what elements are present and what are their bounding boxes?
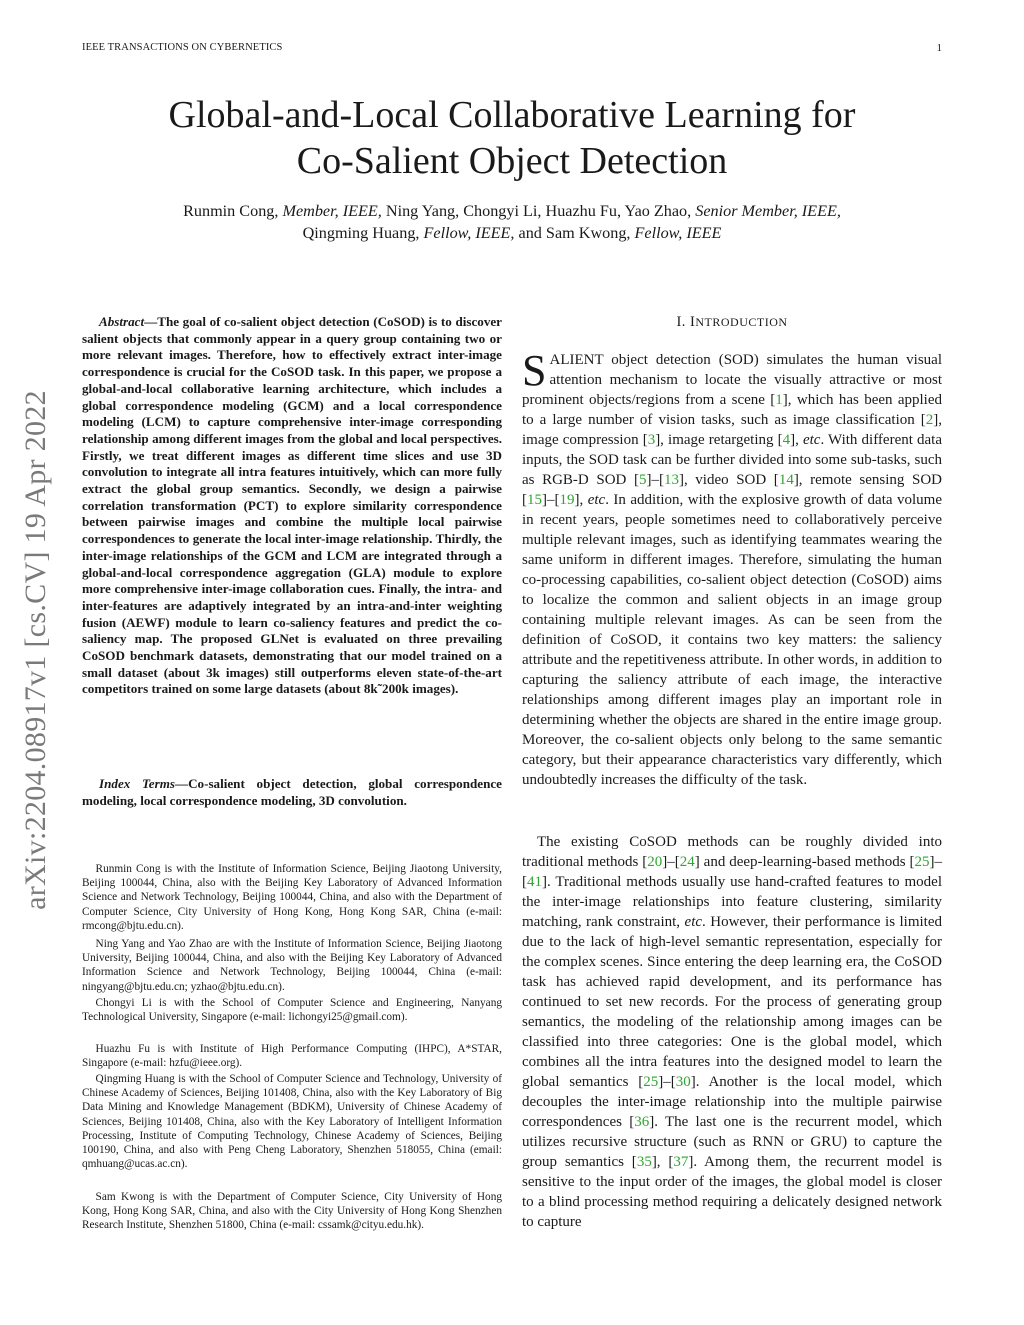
footnote-fu: Huazhu Fu is with Institute of High Performance Computing (IHPC), A*STAR, Singapore (e-mail: hzfu@ieee.org). — [82, 1043, 502, 1070]
citation-link[interactable]: 19 — [559, 492, 575, 508]
citation-link[interactable]: 1 — [775, 392, 783, 408]
citation-link[interactable]: 24 — [679, 854, 695, 870]
citation-link[interactable]: 41 — [527, 874, 542, 890]
citation-link[interactable]: 30 — [675, 1074, 691, 1090]
footnote-li: Chongyi Li is with the School of Computer Science and Engineering, Nanyang Technological University, Singapore (e-mail: lichongyi25@gmail.com). — [82, 997, 502, 1024]
index-terms-text: —Co-salient object detection, global correspondence modeling, local correspondence modeling, 3D convolution. — [82, 776, 502, 808]
section-heading: I. INTRODUCTION — [676, 314, 788, 330]
footnote-huang: Qingming Huang is with the School of Computer Science and Technology, University of Chinese Academy of Sciences, Beijing 101408, China, also with the Key Laboratory of Big Data Mining and Knowledge Management (BDKM), University of Chinese Academy of Sciences, Beijing 101408, China, also with the Key Laboratory of Intelligent Information Processing, Institute of Computing Technology, Chinese Academy of Sciences, Beijing 100190, China, and also with Peng Cheng Laboratory, Shenzhen 518055, China (email: qmhuang@ucas.ac.cn). — [82, 1073, 502, 1171]
citation-link[interactable]: 25 — [643, 1074, 659, 1090]
index-terms — [82, 776, 502, 809]
arxiv-stamp-text: arXiv:2204.08917v1 [cs.CV] 19 Apr 2022 — [19, 390, 52, 910]
footnote-kwong: Sam Kwong is with the Department of Computer Science, City University of Hong Kong, Hong Kong SAR, China, and also with the City University of Hong Kong Shenzhen Research Institute, Shenzhen 51800, China (e-mail: cssamk@cityu.edu.hk). — [82, 1191, 502, 1232]
running-header: IEEE TRANSACTIONS ON CYBERNETICS — [82, 42, 283, 53]
page-number: 1 — [936, 42, 942, 54]
intro-paragraph-1: SALIENT object detection (SOD) simulates the human visual attention mechanism to locate the visually attractive or most prominent objects/regions from a scene [1], which has been applied to a large number of vision tasks, such as image classification [2], image compression [3], image retargeting [4], etc. With different data inputs, the SOD task can be further divided into some sub-tasks, such as RGB-D SOD [5]–[13], video SOD [14], remote sensing SOD [15]–[19], etc. In addition, with the explosive growth of data volume in recent years, people sometimes need to collaboratively perceive multiple relevant images, such as identifying teammates wearing the same uniform in different images. Therefore, simulating the human co-processing capabilities, co-salient object detection (CoSOD) aims to localize the common and salient objects in an image group containing multiple relevant images. As can be seen from the definition of CoSOD, it contains two key matters: the saliency attribute and the repetitiveness attribute. In other words, in addition to capturing the saliency attribute of each image, the interactive relationships among different images play an important role in determining whether the objects are shared in the entire image group. Moreover, the co-salient objects only belong to the same semantic category, but their appearance characteristics vary differently, which undoubtedly increases the difficulty of the task. — [522, 346, 942, 788]
citation-link[interactable]: 37 — [673, 1154, 689, 1170]
citation-link[interactable]: 15 — [527, 492, 542, 508]
footnote-cong: Runmin Cong is with the Institute of Information Science, Beijing Jiaotong University, Beijing 100044, China, also with the Beijing Key Laboratory of Advanced Information Science and Network Technology, Beijing 100044, China, and also with the Department of Computer Science, City University of Hong Kong, Hong Kong SAR, China (e-mail: rmcong@bjtu.edu.cn). — [82, 863, 502, 932]
citation-link[interactable]: 2 — [925, 412, 934, 428]
citation-link[interactable]: 25 — [914, 854, 930, 870]
citation-link[interactable]: 36 — [634, 1114, 650, 1130]
citation-link[interactable]: 3 — [647, 432, 656, 448]
citation-link[interactable]: 35 — [636, 1154, 652, 1170]
citation-link[interactable]: 5 — [638, 472, 647, 488]
citation-link[interactable]: 14 — [778, 472, 794, 488]
paper-title — [0, 92, 1024, 184]
index-terms-lead: Index Terms — [99, 776, 175, 791]
author-line-1: Runmin Cong, Member, IEEE, Ning Yang, Chongyi Li, Huazhu Fu, Yao Zhao, Senior Member, IEEE, — [183, 202, 841, 220]
drop-cap: S — [522, 346, 547, 395]
abstract-text: —The goal of co-salient object detection (CoSOD) is to discover salient objects that commonly appear in a query group containing two or more relevant images. Therefore, how to effectively extract inter-image correspondence is crucial for the CoSOD task. In this paper, we propose a global-and-local collaborative learning architecture, which includes a global correspondence modeling (GCM) and a local correspondence modeling (LCM) to capture comprehensive inter-image corresponding relationship among different images from the global and local perspectives. Firstly, we treat different images as different time slices and use 3D convolution to integrate all intra features intuitively, which can more fully extract the global group semantics. Secondly, we design a pairwise correlation transformation (PCT) to explore similarity correspondence between pairwise images and combine the multiple local pairwise correspondences to generate the local inter-image relationship. Thirdly, the inter-image relationships of the GCM and LCM are integrated through a global-and-local correspondence aggregation (GLA) module to explore more comprehensive inter-image collaboration cues. Finally, the intra- and inter-features are adaptively integrated by an intra-and-inter weighting fusion (AEWF) module to learn co-saliency features and predict the co-saliency map. The proposed GLNet is evaluated on three prevailing CoSOD benchmark datasets, demonstrating that our model trained on a small dataset (about 3k images) still outperforms eleven state-of-the-art competitors trained on some large datasets (about 8k˜200k images). — [82, 314, 502, 697]
abstract-lead: Abstract — [99, 314, 145, 329]
citation-link[interactable]: 4 — [782, 432, 791, 448]
citation-link[interactable]: 20 — [647, 854, 663, 870]
abstract — [82, 314, 502, 698]
title-line-1: Global-and-Local Collaborative Learning for — [168, 94, 856, 136]
arxiv-stamp — [14, 350, 58, 950]
citation-link[interactable]: 13 — [663, 472, 679, 488]
footnote-yang-zhao: Ning Yang and Yao Zhao are with the Institute of Information Science, Beijing Jiaotong University, Beijing 100044, China, and also with the Beijing Key Laboratory of Advanced Information Science and Network Technology, Beijing 100044, China (e-mail: ningyang@bjtu.edu.cn; yzhao@bjtu.edu.cn). — [82, 938, 502, 993]
author-line-2: Qingming Huang, Fellow, IEEE, and Sam Kwong, Fellow, IEEE — [302, 224, 722, 242]
title-line-2: Co-Salient Object Detection — [296, 140, 728, 182]
author-list — [60, 200, 964, 244]
intro-paragraph-2: The existing CoSOD methods can be roughly divided into traditional methods [20]–[24] and deep-learning-based methods [25]–[41]. Traditional methods usually use hand-crafted features to model the inter-image relationships into feature clustering, similarity matching, rank constraint, etc. However, their performance is limited due to the lack of high-level semantic representation, especially for the complex scenes. Since entering the deep learning era, the CoSOD task has achieved rapid development, and its performance has continued to set new records. For the process of generating group semantics, the modeling of the relationship among images can be classified into three categories: One is the global model, which combines all the intra features into the designed model to learn the global semantics [25]–[30]. Another is the local model, which decouples the inter-image relationship into the multiple pairwise correspondences [36]. The last one is the recurrent model, which utilizes recursive structure (such as RNN or GRU) to capture the group semantics [35], [37]. Among them, the recurrent model is sensitive to the input order of the images, the global model is closer to a blind processing method requiring a delicately designed network to capture — [522, 834, 943, 1230]
